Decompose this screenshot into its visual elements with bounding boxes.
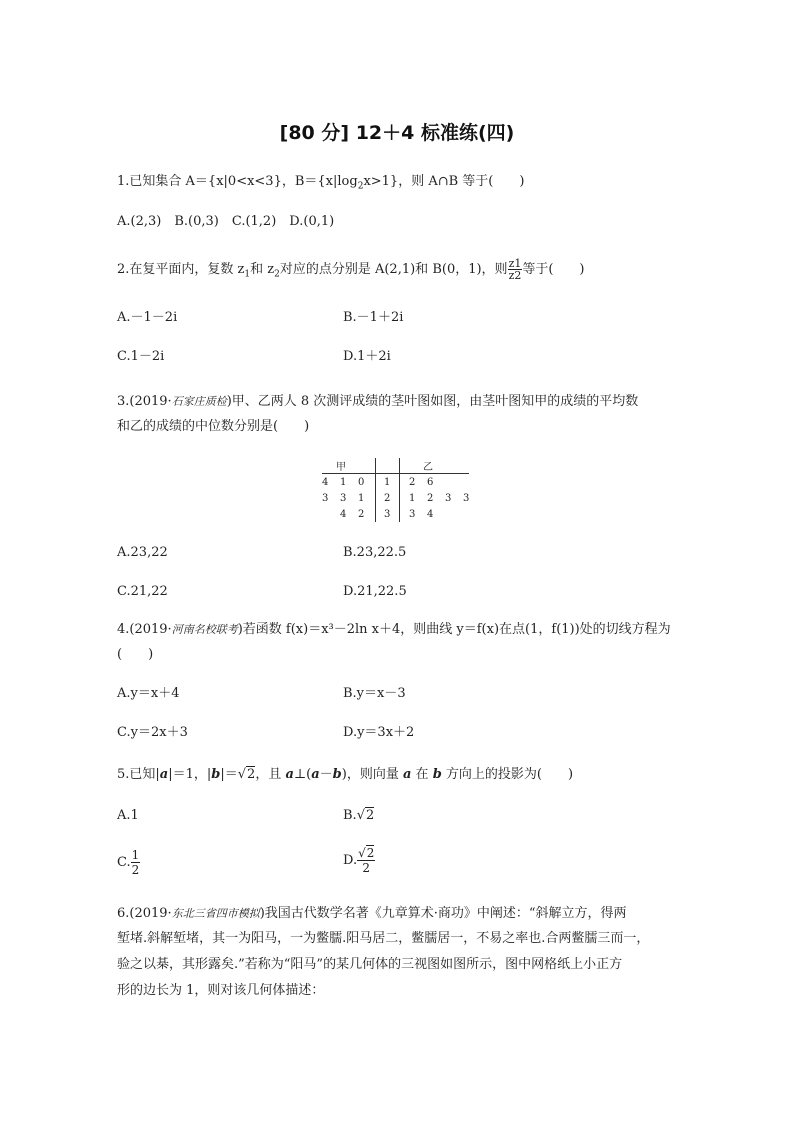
q2-sub2: 2 (274, 269, 280, 280)
q2-option-b: B.－1＋2i (343, 310, 404, 325)
q2-mid: 和 z (250, 262, 275, 277)
q5-vector-a: a (159, 767, 169, 782)
q4-option-c: C.y＝2x＋3 (117, 725, 188, 740)
question-4-line-1 (117, 620, 671, 640)
stem-leaf-left-leaf: 3 (322, 493, 329, 504)
q4-pre: 4.(2019· (117, 622, 172, 637)
stem-leaf-head-right: 乙 (423, 462, 433, 473)
q5-vector-b: b (432, 767, 442, 782)
q5-opt-d-den: 2 (362, 861, 371, 875)
q5-sqrt-sign: √ (237, 767, 247, 782)
q5-vector-b: b (332, 767, 342, 782)
q2-fraction (508, 258, 523, 281)
q5-vector-a: a (402, 767, 412, 782)
q5-opt-c-label: C. (117, 855, 131, 870)
q5-opt-d-fraction (357, 846, 375, 875)
q1-log-base: 2 (357, 181, 364, 192)
stem-leaf-left-leaf: 1 (358, 493, 365, 504)
stem-leaf-head-left: 甲 (336, 462, 346, 473)
q5-vector-b: b (211, 767, 221, 782)
q1-set-b: B＝{x|log (294, 174, 358, 189)
stem-leaf-header-rule (322, 473, 469, 474)
q5-opt-c-num: 1 (131, 848, 140, 862)
q5-mid1: |＝1，| (168, 767, 212, 782)
question-1-options: A.(2,3) B.(0,3) C.(1,2) D.(0,1) (117, 214, 335, 229)
q5-opt-b-label: B. (343, 808, 357, 823)
q5-vector-a: a (311, 767, 320, 782)
q4-option-a: A.y＝x＋4 (117, 686, 180, 701)
q5-opt-d-num-value: 2 (366, 846, 375, 860)
q6-source: 东北三省四市模拟 (171, 907, 260, 920)
q5-opt-c-den: 2 (131, 863, 140, 877)
q1-set-b-rest: x>1}，则 A∩B 等于( ) (363, 174, 525, 189)
q4-source: 河南名校联考 (171, 623, 238, 636)
q3-option-c: C.21,22 (117, 584, 168, 599)
question-2-stem (117, 258, 585, 285)
q5-opt-d-num: √2 (358, 846, 375, 860)
q5-opt-b-sqrt-sign: √ (356, 808, 365, 823)
q5-sqrt-value: 2 (247, 767, 256, 782)
stem-leaf-right-leaf: 3 (445, 493, 452, 504)
q3-source: 石家庄质检 (171, 395, 227, 408)
q2-frac-den: z2 (508, 269, 522, 282)
q5-option-b (343, 806, 374, 826)
stem-leaf-left-leaf: 0 (358, 477, 365, 488)
stem-leaf-right-leaf: 2 (409, 477, 416, 488)
q5-minus: － (319, 767, 333, 782)
q6-pre: 6.(2019· (117, 906, 172, 921)
question-4-line-2: ( ) (117, 647, 154, 662)
q5-mid3: ，且 (255, 767, 286, 782)
q3-option-a: A.23,22 (117, 545, 168, 560)
stem-leaf-right-leaf: 4 (427, 509, 434, 520)
q6-post: )我国古代数学名著《九章算术·商功》中阐述：“斜解立方，得两 (259, 906, 627, 921)
stem-leaf-left-leaf: 4 (340, 509, 347, 520)
q2-option-d: D.1＋2i (343, 349, 391, 364)
q2-frac-num: z1 (508, 257, 522, 270)
q1-set-a: A＝{x|0<x<3}， (185, 174, 295, 189)
question-6-line-4: 形的边长为 1，则对该几何体描述： (117, 983, 325, 998)
q1-text: 1.已知集合 (117, 174, 186, 189)
stem-leaf-left-leaf: 1 (340, 477, 347, 488)
question-6-line-2: 堑堵.斜解堑堵，其一为阳马，一为鳖臑.阳马居二，鳖臑居一，不易之率也.合两鳖臑三而一， (117, 931, 650, 946)
q3-option-b: B.23,22.5 (343, 545, 407, 560)
q5-mid2: |＝ (220, 767, 238, 782)
stem-leaf-right-leaf: 3 (409, 509, 416, 520)
stem-leaf-right-divider (399, 458, 400, 522)
stem-leaf-stem: 1 (384, 477, 391, 488)
q5-option-a: A.1 (117, 808, 139, 823)
question-6-line-1 (117, 904, 627, 924)
q2-text: 2.在复平面内，复数 z (117, 262, 245, 277)
question-3-line-2: 和乙的成绩的中位数分别是( ) (117, 419, 310, 434)
stem-leaf-right-leaf: 1 (409, 493, 416, 504)
q4-post: )若函数 f(x)＝x³－2ln x＋4，则曲线 y＝f(x)在点(1，f(1))处的切线方程为 (237, 622, 671, 637)
q3-option-d: D.21,22.5 (343, 584, 407, 599)
q5-vector-a: a (285, 767, 294, 782)
q5-pre: 5.已知| (117, 767, 160, 782)
q2-option-c: C.1－2i (117, 349, 165, 364)
page-title: [80 分] 12＋4 标准练(四) (279, 122, 515, 144)
q2-rest: 对应的点分别是 A(2,1)和 B(0，1)，则 (279, 262, 508, 277)
q5-opt-b-value: 2 (365, 808, 375, 823)
q5-end: 方向上的投影为( ) (441, 767, 574, 782)
q2-sub1: 1 (244, 269, 251, 280)
q5-option-d (343, 846, 375, 875)
question-5-stem (117, 765, 573, 785)
q5-option-c (117, 848, 140, 877)
q5-mid4: )，则向量 (341, 767, 403, 782)
question-1-stem (117, 172, 524, 197)
q2-option-a: A.－1－2i (117, 310, 178, 325)
stem-leaf-stem: 3 (384, 509, 391, 520)
stem-leaf-left-leaf: 3 (340, 493, 347, 504)
stem-leaf-left-leaf: 2 (358, 509, 365, 520)
stem-leaf-left-leaf: 4 (322, 477, 329, 488)
q2-end: 等于( ) (522, 262, 585, 277)
stem-leaf-left-divider (375, 458, 376, 522)
stem-leaf-right-leaf: 3 (463, 493, 470, 504)
stem-leaf-right-leaf: 2 (427, 493, 434, 504)
q5-perp: ⊥( (293, 767, 312, 782)
q3-pre: 3.(2019· (117, 394, 172, 409)
q5-mid5: 在 (411, 767, 433, 782)
q5-opt-c-fraction (131, 848, 141, 877)
stem-leaf-stem: 2 (384, 493, 391, 504)
q5-opt-d-label: D. (343, 853, 358, 868)
question-6-line-3: 验之以棊，其形露矣.”若称为“阳马”的某几何体的三视图如图所示，图中网格纸上小正方 (117, 957, 623, 972)
q4-option-d: D.y＝3x＋2 (343, 725, 415, 740)
q3-post: )甲、乙两人 8 次测评成绩的茎叶图如图，由茎叶图知甲的成绩的平均数 (226, 394, 639, 409)
question-3-line-1 (117, 392, 638, 412)
q4-option-b: B.y＝x－3 (343, 686, 406, 701)
stem-leaf-right-leaf: 6 (427, 477, 434, 488)
